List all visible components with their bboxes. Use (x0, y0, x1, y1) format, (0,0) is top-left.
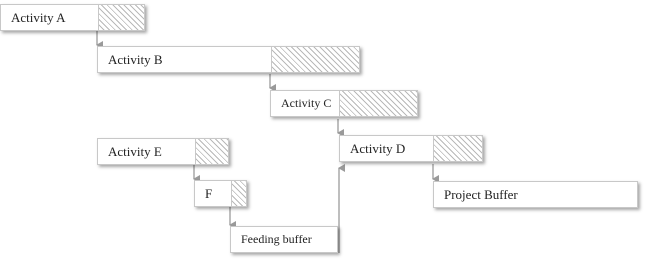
activity-f-safety-hatch (231, 181, 246, 206)
activity-a-label: Activity A (1, 5, 98, 30)
activity-e-label: Activity E (98, 139, 195, 164)
activity-b-label: Activity B (98, 47, 271, 72)
activity-b-safety-hatch (271, 47, 359, 72)
activity-f-bar (194, 180, 247, 207)
activity-e-safety-hatch (195, 139, 228, 164)
activity-d-bar (339, 135, 483, 162)
activity-a-safety-hatch (98, 5, 144, 30)
activity-c-label: Activity C (271, 91, 339, 116)
activity-b-bar (97, 46, 360, 73)
activity-c-bar (270, 90, 418, 117)
activity-e-bar (97, 138, 229, 165)
activity-f-label: F (195, 181, 231, 206)
feeding-buffer-bar (230, 226, 338, 253)
activity-d-label: Activity D (340, 136, 433, 161)
feeding-buffer-label: Feeding buffer (231, 227, 337, 252)
project-buffer-bar (433, 181, 638, 208)
project-buffer-label: Project Buffer (434, 182, 637, 207)
activity-c-safety-hatch (339, 91, 417, 116)
activity-d-safety-hatch (433, 136, 482, 161)
activity-a-bar (0, 4, 145, 31)
